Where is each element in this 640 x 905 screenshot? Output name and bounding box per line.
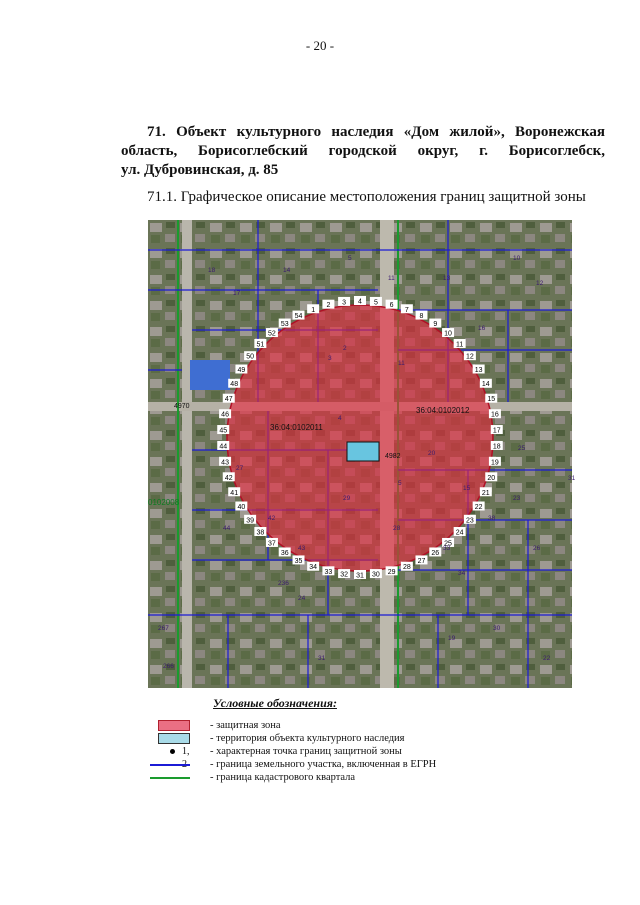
point-label: 12 [465,353,474,361]
parcel-number-label: 27 [236,465,244,472]
parcel-number-label: 19 [448,635,456,642]
point-label: 4 [358,298,362,306]
parcel-number-label: 11 [398,360,405,367]
point-label: 27 [417,557,426,565]
point-label: 54 [294,313,303,321]
parcel-number-label: 3 [328,355,332,362]
parcel-number-label: 23 [513,495,521,502]
point-label: 9 [433,321,438,329]
point-label: 16 [491,411,499,419]
quarter-label-side: 0102008 [148,498,180,507]
point-label: 46 [221,411,229,419]
heading-line-2: область, Борисоглебский городской округ, г. Борисоглебск, [121,143,605,159]
parcel-number-label: 14 [283,267,291,274]
point-label: 20 [487,474,496,482]
object-heading [121,123,605,180]
point-label: 6 [389,302,394,310]
parcel-number-label: 5 [398,480,402,487]
green-line-symbol [150,777,190,779]
quarter-label-left: 36:04:0102011 [270,423,323,432]
heritage-object-territory [347,442,379,461]
point-label: 11 [456,341,464,349]
parcel-number-label: 26 [533,545,541,552]
point-label: 21 [481,489,490,497]
point-label: 43 [221,459,229,467]
parcel-number-label: 18 [208,267,216,274]
parcel-number-label: 5 [348,255,352,262]
parcel-number-label: 38 [488,515,496,522]
parcel-number-label: 43 [298,545,306,552]
protective-zone-map [148,220,576,688]
parcel-number-label: 17 [233,290,241,297]
parcel-number-label: 267 [158,625,169,632]
parcel-number-label: 2 [343,345,347,352]
point-label: 7 [404,306,409,314]
point-label: 32 [340,571,348,579]
point-label: 34 [309,564,318,572]
parcel-number-label: 266 [163,663,174,670]
point-label: 8 [419,313,424,321]
parcel-number-label: 236 [278,580,289,587]
zone-swatch [158,720,190,731]
parcel-number-label: 44 [223,525,231,532]
point-label: 14 [481,381,490,389]
parcel-number-label: 33 [443,545,451,552]
parcel-number-label: 29 [343,495,351,502]
parcel-number-label: 22 [543,655,551,662]
point-label: 38 [256,529,265,537]
point-label: 35 [294,557,303,565]
street-number-2: 4982 [385,453,401,460]
point-label: 48 [230,381,239,389]
point-label: 51 [256,341,265,349]
blue-roofs [190,360,230,390]
point-label: 22 [474,504,483,511]
point-label: 53 [280,321,289,329]
parcel-number-label: 25 [518,445,526,452]
parcel-number-label: 10 [513,255,521,262]
quarter-label-right: 36:04:0102012 [416,406,470,415]
point-label: 24 [455,529,464,537]
object-swatch [158,733,190,744]
point-label: 23 [465,517,474,525]
point-label: 26 [431,549,440,557]
point-label: 37 [268,540,276,548]
street-number-1: 4970 [174,403,190,410]
point-label: 1 [311,306,316,314]
map-subheading: 71.1. Графическое описание местоположения границ защитной зоны [147,189,586,205]
parcel-number-label: 28 [393,525,401,532]
point-label: 45 [219,427,228,435]
point-label: 49 [237,367,246,374]
point-label: 18 [492,443,501,451]
parcel-number-label: 15 [463,485,471,492]
point-label: 5 [373,299,378,307]
point-label: 15 [487,396,496,404]
point-label: 28 [402,564,411,572]
point-label: 52 [268,330,276,338]
parcel-number-label: 24 [298,595,306,602]
point-label: 10 [444,330,452,338]
point-symbol [170,749,175,754]
point-label: 3 [342,299,347,307]
parcel-number-label: 31 [318,655,326,662]
point-label: 50 [246,353,255,361]
heading-line-1: 71. Объект культурного наследия «Дом жилой», Воронежская [147,124,605,140]
point-label: 40 [237,504,246,511]
point-label: 30 [372,571,380,579]
parcel-number-label: 34 [458,570,466,577]
point-label: 31 [356,572,364,580]
heading-line-3: ул. Дубровинская, д. 85 [121,162,279,178]
parcel-number-label: 42 [268,515,276,522]
point-label: 42 [224,474,233,482]
point-label: 2 [326,302,331,310]
point-label: 41 [230,489,239,497]
parcel-number-label: 13 [443,275,451,282]
page-number: - 20 - [305,38,335,53]
point-label: 44 [219,443,228,451]
parcel-number-label: 16 [478,325,486,332]
point-label: 36 [280,549,289,557]
parcel-number-label: 30 [493,625,501,632]
legend-title: Условные обозначения: [213,696,337,710]
point-label: 17 [492,427,501,435]
point-label: 29 [387,568,396,576]
point-label: 25 [444,540,452,548]
point-label: 39 [246,517,255,525]
parcel-number-label: 4 [338,415,342,422]
parcel-number-label: 11 [388,275,395,282]
point-label: 19 [491,459,499,467]
parcel-number-label: 31 [568,475,576,482]
parcel-number-label: 20 [428,450,436,457]
parcel-number-label: 12 [536,280,544,287]
point-label: 13 [474,367,483,374]
point-label: 33 [324,568,333,576]
point-label: 47 [224,396,233,404]
blue-line-symbol [150,764,190,766]
